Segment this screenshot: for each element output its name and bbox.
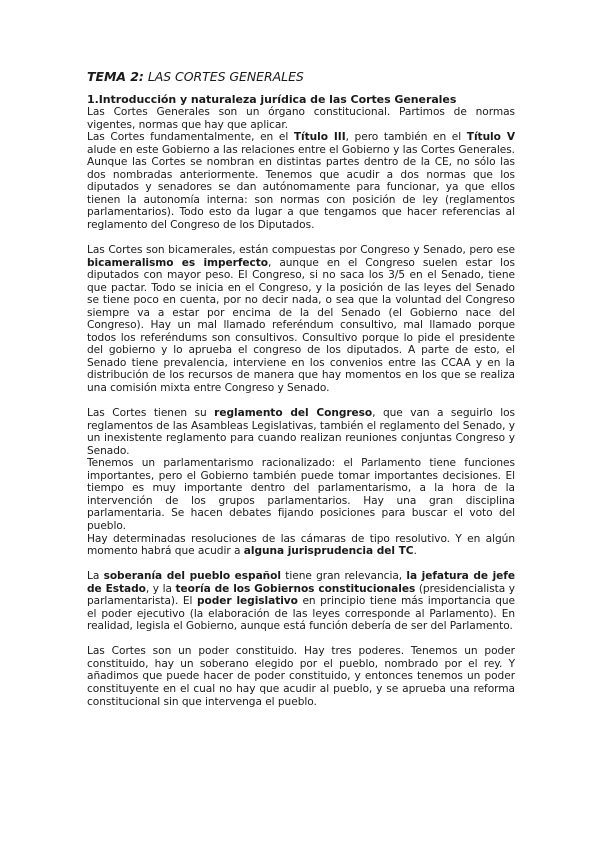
paragraph bbox=[87, 407, 515, 457]
text-run: Las Cortes fundamentalmente, en el bbox=[87, 131, 294, 144]
bold-text: soberanía del pueblo español bbox=[103, 570, 281, 583]
text-run: , aunque en el Congreso suelen estar los diputados con mayor peso. El Congreso, si no saca los 3/5 en el Senado, tiene que pactar. Todo se inicia en el Congreso, y la posición de las leyes del Senado se tiene poco en cuenta, por no decir nada, o sea que la voluntad del Congreso siempre va a estar por encima de la del Senado (el Gobierno nace del Congreso). Hay un mal llamado referéndum consultivo, mal llamado porque todos los referéndums son consultivos. Consultivo porque lo pide el presidente del gobierno y lo aprueba el congreso de los diputados. A parte de esto, el Senado tiene prevalencia, interviene en los convenios entre las CCAA y en la distribución de los recursos de manera que hay momentos en los que se realiza una comisión mixta entre Congreso y Senado. bbox=[87, 256, 515, 394]
text-run: en principio tiene más importancia que el poder ejecutivo (la elaboración de las leyes corresponde al Parlamento). En realidad, legisla el Gobierno, aunque está función debería de ser del Parlamento. bbox=[87, 595, 516, 633]
paragraph-gap bbox=[87, 558, 515, 571]
text-run: . bbox=[413, 545, 417, 558]
title-text: LAS CORTES GENERALES bbox=[143, 69, 304, 84]
title-number: TEMA 2: bbox=[87, 69, 144, 84]
bold-text: poder legislativo bbox=[196, 595, 298, 608]
text-run: Las Cortes tienen su bbox=[87, 407, 215, 420]
paragraph-gap bbox=[87, 395, 515, 408]
text-run: alude en este Gobierno a las relaciones entre el Gobierno y las Cortes Generales. Aunque las Cortes se nombran en distintas partes dentro de la CE, no sólo las dos nombradas anteriormente. Tenemos que acudir a dos normas que los diputados y senadores se dan autónomamente para funcionar, ya que ellos tienen la autonomía interna: son normas con posición de ley (reglamentos parlamentarios). Todo esto da lugar a que tengamos que hacer referencias al reglamento del Congreso de los Diputados. bbox=[87, 143, 515, 231]
paragraph bbox=[87, 645, 515, 708]
text-run: Hay determinadas resoluciones de las cámaras de tipo resolutivo. Y en algún momento habrá que acudir a bbox=[87, 532, 515, 558]
bold-text: la jefatura de jefe de Estado bbox=[87, 570, 516, 595]
section-heading: 1.Introducción y naturaleza jurídica de las Cortes Generales bbox=[87, 93, 457, 106]
bold-text: Título V bbox=[466, 131, 515, 144]
text-run: tiene gran relevancia, bbox=[280, 570, 407, 583]
paragraph bbox=[87, 533, 515, 558]
text-run: Las Cortes son bicamerales, están compuestas por Congreso y Senado, pero ese bbox=[87, 243, 515, 256]
paragraph bbox=[87, 457, 515, 532]
page-title bbox=[87, 70, 515, 84]
text-run: Las Cortes Generales son un órgano constitucional. Partimos de normas vigentes, normas que hay que aplicar. bbox=[87, 106, 515, 131]
paragraph bbox=[87, 570, 515, 633]
text-run: (presidencialista y parlamentarista). El bbox=[87, 582, 516, 608]
document-page bbox=[87, 70, 515, 708]
paragraph-gap bbox=[87, 231, 515, 244]
text-run: , pero también en el bbox=[345, 131, 467, 144]
text-run: La bbox=[87, 570, 104, 583]
bold-text: alguna jurisprudencia del TC bbox=[243, 545, 414, 558]
text-run: Tenemos un parlamentarismo racionalizado: el Parlamento tiene funciones importantes, pero el Gobierno también puede tomar importantes decisiones. El tiempo es muy importante dentro del parlamentarismo, a la hora de la intervención de los grupos parlamentarios. Hay una gran disciplina parlamentaria. Se hacen debates fijando posiciones para buscar el voto del pueblo. bbox=[87, 457, 515, 532]
paragraph-gap bbox=[87, 633, 515, 646]
text-run: Las Cortes son un poder constituido. Hay tres poderes. Tenemos un poder constituido, hay un soberano elegido por el pueblo, nombrado por el rey. Y añadimos que puede hacer de poder constituido, y entonces tenemos un poder constituyente en el cual no hay que acudir al pueblo, y se aprueba una reforma constitucional sin que intervenga el pueblo. bbox=[87, 645, 515, 708]
text-run: , que van a seguirlo los reglamentos de las Asambleas Legislativas, también el reglamento del Senado, y un inexistente reglamento para cuando realizan reuniones conjuntas Congreso y Senado. bbox=[87, 407, 515, 457]
paragraph bbox=[87, 106, 515, 131]
text-run: , y la bbox=[145, 582, 176, 595]
paragraph bbox=[87, 244, 515, 395]
bold-text: bicameralismo es imperfecto bbox=[87, 256, 269, 269]
bold-text: reglamento del Congreso bbox=[214, 407, 373, 420]
paragraph bbox=[87, 131, 515, 231]
bold-text: Título III bbox=[293, 131, 346, 144]
document-body bbox=[87, 106, 515, 708]
bold-text: teoría de los Gobiernos constitucionales bbox=[175, 582, 416, 595]
